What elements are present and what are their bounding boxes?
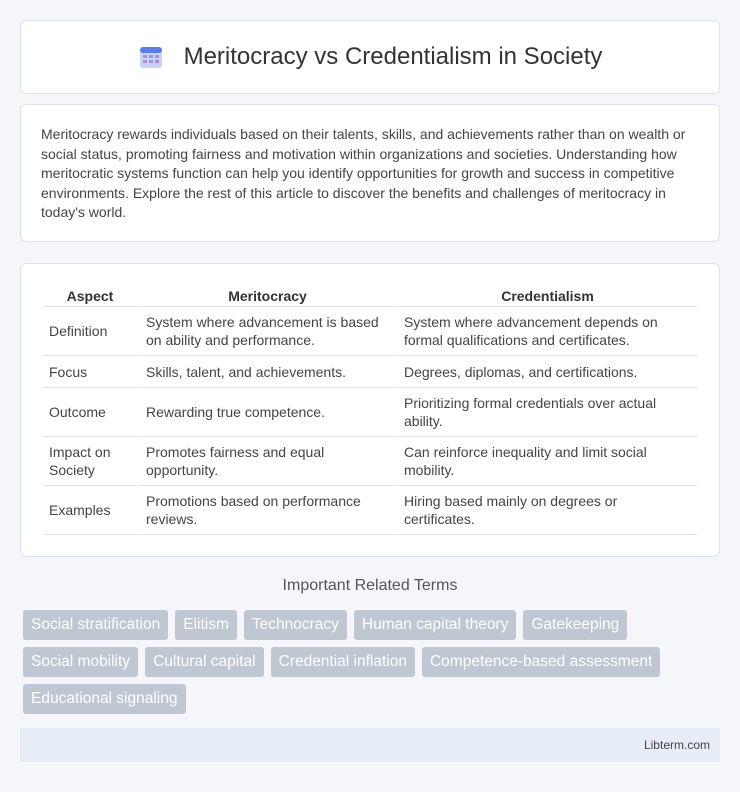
table-cell: Degrees, diplomas, and certifications. (395, 356, 697, 388)
table-cell: Skills, talent, and achievements. (137, 356, 395, 388)
tag-gatekeeping[interactable]: Gatekeeping (523, 610, 627, 640)
tag-social-stratification[interactable]: Social stratification (23, 610, 168, 640)
comparison-table (43, 286, 697, 535)
table-header-row (43, 286, 697, 307)
table-cell: System where advancement is based on ability and performance. (137, 307, 395, 356)
tag-educational-signaling[interactable]: Educational signaling (23, 684, 186, 714)
tag-competence-based-assessment[interactable]: Competence-based assessment (422, 647, 660, 677)
tag-elitism[interactable]: Elitism (175, 610, 237, 640)
column-header-credentialism: Credentialism (395, 286, 697, 307)
table-cell: Can reinforce inequality and limit social mobility. (395, 437, 697, 486)
calendar-grid-icon (138, 44, 164, 70)
table-cell: Rewarding true competence. (137, 388, 395, 437)
table-cell: System where advancement depends on formal qualifications and certificates. (395, 307, 697, 356)
header-card (20, 20, 720, 94)
tag-credential-inflation[interactable]: Credential inflation (271, 647, 415, 677)
table-row (43, 356, 697, 388)
intro-card (20, 104, 720, 242)
table-cell: Impact on Society (43, 437, 137, 486)
column-header-meritocracy: Meritocracy (137, 286, 395, 307)
table-cell: Promotions based on performance reviews. (137, 486, 395, 535)
related-terms-title: Important Related Terms (282, 577, 458, 594)
table-row (43, 388, 697, 437)
tag-social-mobility[interactable]: Social mobility (23, 647, 138, 677)
table-cell: Focus (43, 356, 137, 388)
tag-human-capital-theory[interactable]: Human capital theory (354, 610, 516, 640)
tag-technocracy[interactable]: Technocracy (244, 610, 347, 640)
table-row (43, 437, 697, 486)
intro-text: Meritocracy rewards individuals based on their talents, skills, and achievements rather than on wealth or social status, promoting fairness and motivation within organizations and societies. Understanding how meritocratic systems function can help you identify opportunities for growth and success in competitive environments. Explore the rest of this article to discover the benefits and challenges of meritocracy in today's world. (41, 126, 686, 220)
page-title: Meritocracy vs Credentialism in Society (183, 43, 603, 70)
table-row (43, 307, 697, 356)
table-cell: Outcome (43, 388, 137, 437)
table-cell: Hiring based mainly on degrees or certificates. (395, 486, 697, 535)
footer (20, 728, 720, 762)
tag-cultural-capital[interactable]: Cultural capital (145, 647, 264, 677)
comparison-table-card (20, 263, 720, 557)
table-row (43, 486, 697, 535)
table-cell: Definition (43, 307, 137, 356)
column-header-aspect: Aspect (43, 286, 137, 307)
table-cell: Promotes fairness and equal opportunity. (137, 437, 395, 486)
footer-site-link[interactable]: Libterm.com (643, 738, 710, 752)
table-cell: Examples (43, 486, 137, 535)
related-terms-list (23, 610, 723, 721)
table-cell: Prioritizing formal credentials over actual ability. (395, 388, 697, 437)
